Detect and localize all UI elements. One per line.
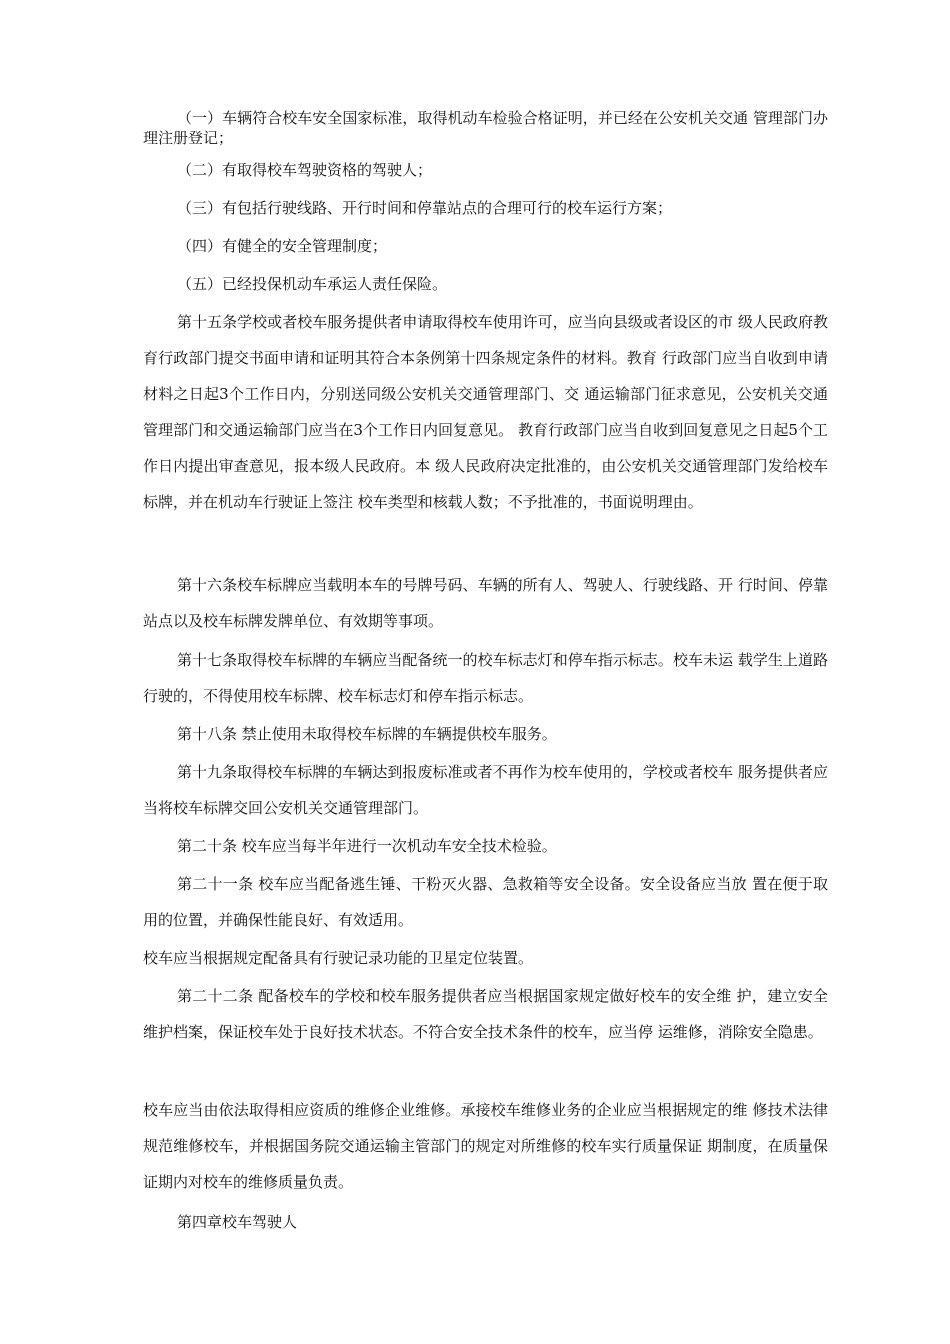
paragraph-condition-2: （二）有取得校车驾驶资格的驾驶人； [177, 161, 433, 179]
paragraph-article-21: 第二十一条 校车应当配备逃生锤、干粉灭火器、急救箱等安全设备。安全设备应当放 置在便于取用的位置，并确保性能良好、有效适用。 [143, 875, 828, 929]
paragraph-article-21-gps: 校车应当根据规定配备具有行驶记录功能的卫星定位装置。 [143, 949, 534, 967]
paragraph-article-16: 第十六条校车标牌应当载明本车的号牌号码、车辆的所有人、驾驶人、行驶线路、开 行时间、停靠站点以及校车标牌发牌单位、有效期等事项。 [143, 576, 828, 630]
paragraph-condition-1: （一）车辆符合校车安全国家标准，取得机动车检验合格证明，并已经在公安机关交通 管理部门办理注册登记； [143, 109, 828, 147]
paragraph-condition-4: （四）有健全的安全管理制度； [177, 237, 388, 255]
paragraph-article-18: 第十八条 禁止使用未取得校车标牌的车辆提供校车服务。 [177, 725, 557, 743]
paragraph-condition-5: （五）已经投保机动车承运人责任保险。 [177, 275, 448, 293]
paragraph-article-15: 第十五条学校或者校车服务提供者申请取得校车使用许可，应当向县级或者设区的市 级人民政府教育行政部门提交书面申请和证明其符合本条例第十四条规定条件的材料。教育 行政部门应当自收到申请材料之日起3个工作日内，分别送同级公安机关交通管理部门、交 通运输部门征求意见，公安机关交通管理部门和交通运输部门应当在3个工作日内回复意见。 教育行政部门应当自收到回复意见之日起5个工作日内提出审查意见，报本级人民政府。本 级人民政府决定批准的，由公安机关交通管理部门发给校车标牌，并在机动车行驶证上签注 校车类型和核载人数；不予批准的，书面说明理由。 [143, 313, 828, 511]
paragraph-article-22-maintenance: 校车应当由依法取得相应资质的维修企业维修。承接校车维修业务的企业应当根据规定的维 修技术法律规范维修校车，并根据国务院交通运输主管部门的规定对所维修的校车实行质量保证 期制度，在质量保证期内对校车的维修质量负责。 [143, 1101, 828, 1191]
paragraph-article-19: 第十九条取得校车标牌的车辆达到报废标准或者不再作为校车使用的，学校或者校车 服务提供者应当将校车标牌交回公安机关交通管理部门。 [143, 763, 828, 817]
chapter-heading: 第四章校车驾驶人 [177, 1213, 298, 1231]
paragraph-article-22: 第二十二条 配备校车的学校和校车服务提供者应当根据国家规定做好校车的安全维 护，建立安全维护档案，保证校车处于良好技术状态。不符合安全技术条件的校车，应当停 运维修，消除安全隐患。 [143, 987, 828, 1041]
paragraph-condition-3: （三）有包括行驶线路、开行时间和停靠站点的合理可行的校车运行方案； [177, 199, 673, 217]
paragraph-article-17: 第十七条取得校车标牌的车辆应当配备统一的校车标志灯和停车指示标志。校车未运 载学生上道路行驶的，不得使用校车标牌、校车标志灯和停车指示标志。 [143, 651, 828, 705]
paragraph-article-20: 第二十条 校车应当每半年进行一次机动车安全技术检验。 [177, 837, 557, 855]
